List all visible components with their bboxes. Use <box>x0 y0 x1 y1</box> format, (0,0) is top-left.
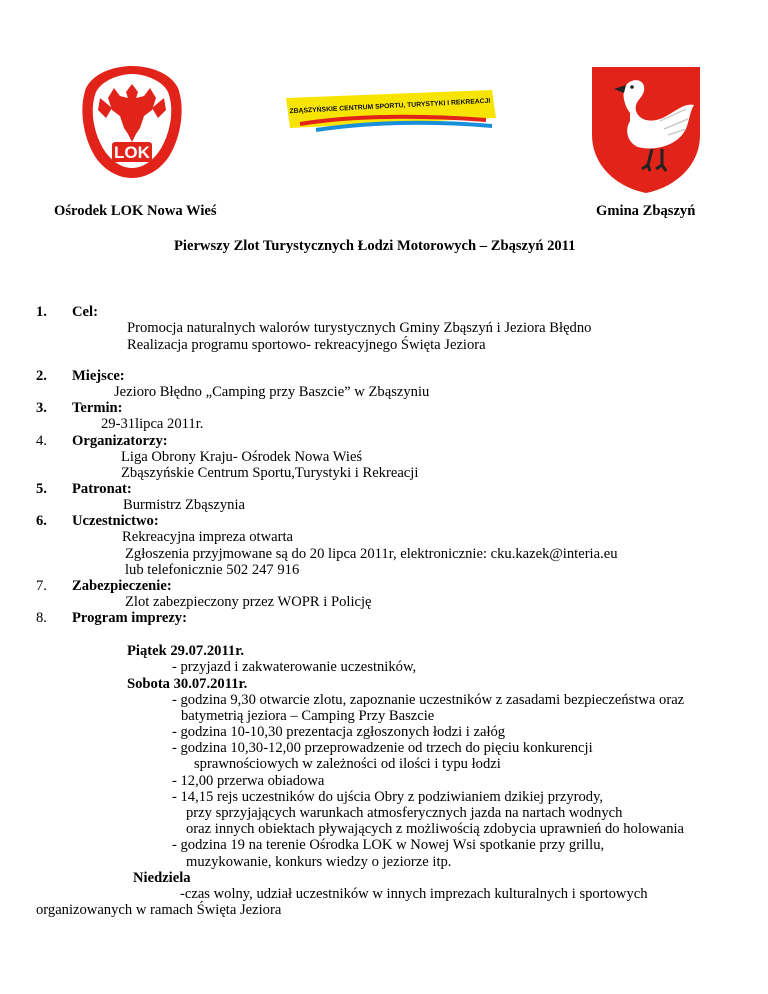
friday-line: - przyjazd i zakwaterowanie uczestników, <box>172 659 417 675</box>
left-organization: Ośrodek LOK Nowa Wieś <box>54 203 217 219</box>
saturday-line: - godzina 10,30-12,00 przeprowadzenie od trzech do pięciu konkurencji <box>172 740 593 756</box>
saturday-heading: Sobota 30.07.2011r. <box>127 676 248 692</box>
section-3-label: Termin: <box>72 400 123 416</box>
centre-logo-text: ZBĄSZYŃSKIE CENTRUM SPORTU, TURYSTYKI I REKREACJI <box>289 97 491 116</box>
section-1-line: Realizacja programu sportowo- rekreacyjnego Święta Jeziora <box>127 337 486 353</box>
section-7-line: Zlot zabezpieczony przez WOPR i Policję <box>125 594 372 610</box>
zbaszyn-coat-of-arms <box>590 65 702 195</box>
saturday-line: batymetrią jeziora – Camping Przy Baszcie <box>181 708 435 724</box>
section-4-line: Liga Obrony Kraju- Ośrodek Nowa Wieś <box>121 449 363 465</box>
section-8-number: 8. <box>36 610 47 626</box>
friday-heading: Piątek 29.07.2011r. <box>127 643 245 659</box>
section-4-number: 4. <box>36 433 47 449</box>
saturday-line: przy sprzyjających warunkach atmosferycznych jazda na nartach wodnych <box>186 805 623 821</box>
section-5-number: 5. <box>36 481 47 497</box>
section-6-line: Zgłoszenia przyjmowane są do 20 lipca 2011r, elektronicznie: cku.kazek@interia.eu <box>125 546 618 562</box>
section-7-number: 7. <box>36 578 47 594</box>
section-1-line: Promocja naturalnych walorów turystycznych Gminy Zbąszyń i Jeziora Błędno <box>127 320 592 336</box>
saturday-line: sprawnościowych w zależności od ilości i typu łodzi <box>194 756 501 772</box>
right-organization: Gmina Zbąszyń <box>596 203 696 219</box>
lok-emblem-logo <box>78 62 186 180</box>
section-6-line: lub telefonicznie 502 247 916 <box>125 562 300 578</box>
saturday-line: - godzina 10-10,30 prezentacja zgłoszonych łodzi i załóg <box>172 724 506 740</box>
sunday-line: -czas wolny, udział uczestników w innych imprezach kulturalnych i sportowych <box>180 886 648 902</box>
sports-centre-logo <box>286 90 496 132</box>
saturday-line: - 14,15 rejs uczestników do ujścia Obry z podziwianiem dzikiej przyrody, <box>172 789 604 805</box>
saturday-line: - 12,00 przerwa obiadowa <box>172 773 325 789</box>
section-1-label: Cel: <box>72 304 98 320</box>
saturday-line: oraz innych obiektach pływających z możliwością zdobycia uprawnień do holowania <box>186 821 685 837</box>
section-6-label: Uczestnictwo: <box>72 513 159 529</box>
section-4-line: Zbąszyńskie Centrum Sportu,Turystyki i Rekreacji <box>121 465 419 481</box>
section-6-number: 6. <box>36 513 47 529</box>
section-5-line: Burmistrz Zbąszynia <box>123 497 245 513</box>
sunday-heading: Niedziela <box>133 870 191 886</box>
section-2-line: Jezioro Błędno „Camping przy Baszcie” w Zbąszyniu <box>114 384 430 400</box>
section-4-label: Organizatorzy: <box>72 433 168 449</box>
sunday-line: organizowanych w ramach Święta Jeziora <box>36 902 282 918</box>
section-6-line: Rekreacyjna impreza otwarta <box>122 529 293 545</box>
section-2-label: Miejsce: <box>72 368 125 384</box>
saturday-line: muzykowanie, konkurs wiedzy o jeziorze itp. <box>186 854 452 870</box>
section-2-number: 2. <box>36 368 47 384</box>
section-8-label: Program imprezy: <box>72 610 187 626</box>
document-title: Pierwszy Zlot Turystycznych Łodzi Motorowych – Zbąszyń 2011 <box>174 238 576 254</box>
section-1-number: 1. <box>36 304 47 320</box>
lok-logo-text: LOK <box>114 143 150 162</box>
section-3-line: 29-31lipca 2011r. <box>101 416 204 432</box>
saturday-line: - godzina 19 na terenie Ośrodka LOK w Nowej Wsi spotkanie przy grillu, <box>172 837 605 853</box>
section-3-number: 3. <box>36 400 47 416</box>
section-7-label: Zabezpieczenie: <box>72 578 172 594</box>
section-5-label: Patronat: <box>72 481 132 497</box>
saturday-line: - godzina 9,30 otwarcie zlotu, zapoznanie uczestników z zasadami bezpieczeństwa oraz <box>172 692 685 708</box>
